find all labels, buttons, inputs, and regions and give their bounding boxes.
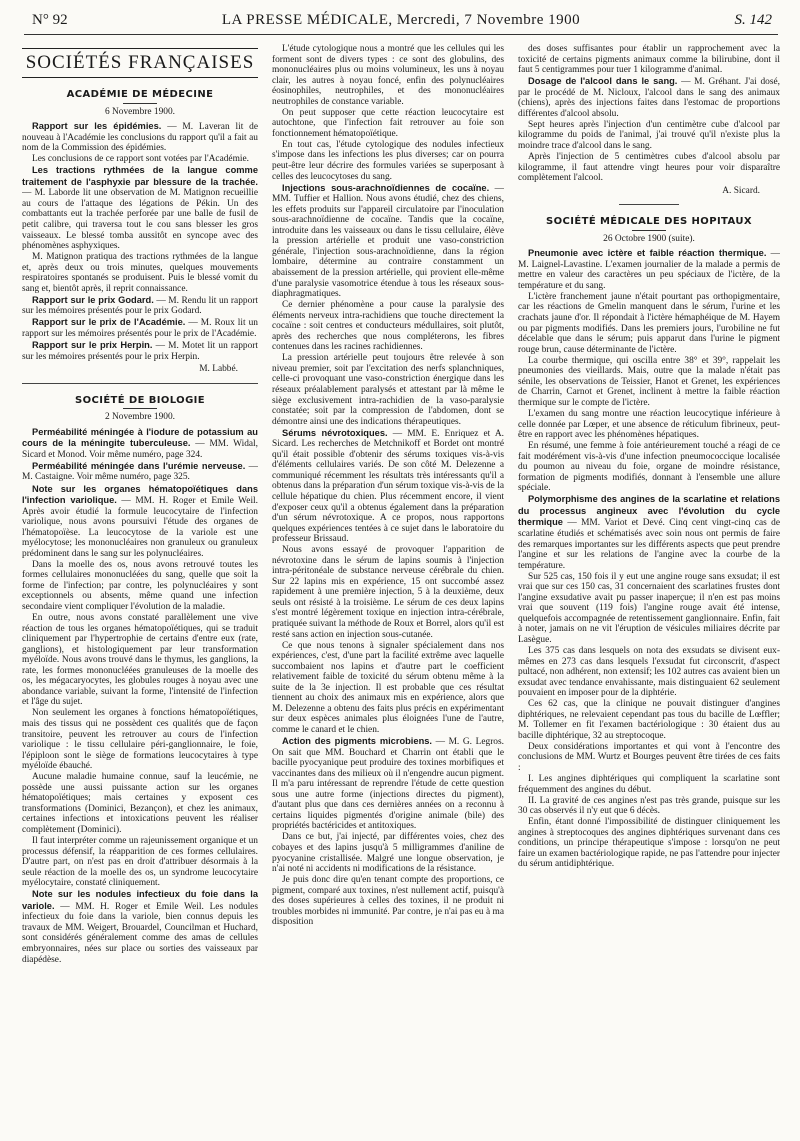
paragraph: Il faut interpréter comme un rajeunissement organique et un processus défensif, la réapparition de ces formes cellulaires. D'autre part, on n'est pas en droit d'attribuer désormais à la seule réaction de la moelle des os, un syndrome leucocytaire myélocytaire, constaté cliniquement.	[22, 836, 258, 889]
paragraph: Ce que nous tenons à signaler spécialement dans nos expériences, c'est, d'une part la facilité extrême avec laquelle succombaient nos lapins et d'autre part le coefficient relativement faible de toxicité du sérum obtenu même à la suite de la 3e injection. Il est probable que ces résultat tiennent au choix des animaux mis en expérience, alors que M. Delezenne a obtenu des faits plus précis en expérimentant sur deux espèces animales plus éloignées l'une de l'autre, comme le canard et le chien.	[272, 640, 504, 735]
column-1	[22, 44, 258, 1129]
paragraph: Deux considérations importantes et qui vont à l'encontre des conclusions de MM. Wurtz et Bourges peuvent être tirées de ces faits :	[518, 741, 780, 773]
paragraph: Action des pigments microbiens. — M. G. Legros. On sait que MM. Bouchard et Charrin ont établi que le bacille pyocyanique peut produire des toxines morbifiques et vaccinantes dans des milieux où il n'engendre aucun pigment. Il m'a paru intéressant de reprendre l'étude de cette question sous une autre forme (injections directes du pigment), d'autant plus que dans ces dernières années on a reconnu à certains liquides pigmentés d'origine animale (bile) des propriétés bactéricides et antitoxiques.	[272, 736, 504, 832]
paragraph: Pneumonie avec ictère et faible réaction thermique. — M. Laignel-Lavastine. L'examen journalier de la malade a permis de mettre en valeur des caractères un peu spéciaux de l'ictère, de la température et du sang.	[518, 248, 780, 291]
paragraph-lead: Note sur les nodules infectieux du foie dans la variole.	[22, 889, 258, 911]
paragraph-lead: Action des pigments microbiens.	[282, 736, 432, 747]
paragraph: Rapport sur le prix Herpin. — M. Motet lit un rapport sur les mémoires présentés pour le prix Herpin.	[22, 340, 258, 362]
paragraph-lead: Rapport sur le prix de l'Académie.	[32, 317, 186, 328]
paragraph-lead: Injections sous-arachnoïdiennes de cocaïne.	[282, 182, 490, 193]
paragraph: L'étude cytologique nous a montré que les cellules qui les forment sont de divers types : ce sont des globulins, des mononucléaires plus ou moins volumineux, les uns à noyau clair, les autres à noyau foncé, enfin des polynucléaires éosinophiles, neutrophiles, et des mononucléaires neutrophiles de constance variable.	[272, 44, 504, 107]
paragraph: Dosage de l'alcool dans le sang. — M. Gréhant. J'ai dosé, par le procédé de M. Nicloux, l'alcool dans le sang des animaux (chiens), après des injections faites dans l'estomac de proportions différentes d'alcool absolu.	[518, 76, 780, 119]
hospitals-date: 26 Octobre 1900 (suite).	[603, 233, 695, 244]
paragraph: On peut supposer que cette réaction leucocytaire est autochtone, que l'infection fait retrouver au foie son fonctionnement hématopoïétique.	[272, 107, 504, 139]
paragraph: La pression artérielle peut toujours être relevée à son niveau premier, soit par l'excitation des nerfs splanchniques, celle-ci provoquant une vaso-constriction énergique dans les réseaux préalablement paralysés et attestant par là même le siège exclusivement intra-rachidien de la vaso-paralysie constatée; soit par la compression de l'abdomen, dont se démontre ainsi une des indications thérapeutiques.	[272, 353, 504, 427]
biology-signature: A. Sicard.	[722, 185, 760, 196]
journal-title: LA PRESSE MÉDICALE, Mercredi, 7 Novembre 1900	[221, 12, 581, 28]
paragraph: Les conclusions de ce rapport sont votées par l'Académie.	[32, 154, 249, 165]
column-3	[518, 44, 780, 1134]
paragraph: Aucune maladie humaine connue, sauf la leucémie, ne possède une aussi puissante action sur les organes hématopoïétiques; mais certaines y exposent ces transformations (Dominici, Bezançon), et chez les animaux, certaines infections et intoxications peuvent les réaliser complètement (Dominici).	[22, 772, 258, 835]
paragraph: Note sur les organes hématopoïétiques dans l'infection variolique. — MM. H. Roger et Emile Weil. Après avoir étudié la formule leucocytaire de l'infection variolique, nous avons poursuivi l'étude des organes de l'hématopoïèse. La leucocytose de la variole est une myélocytose; les mononucléaires non granuleux ou granuleux prédominent dans le sang sur les polynucléaires.	[22, 483, 258, 559]
paragraph: La courbe thermique, qui oscilla entre 38° et 39°, rappelait les pneumonies des vieillards. Mais, outre que la malade n'était pas sénile, les observations de Teissier, Hanot et Grenet, les expériences de Charrin, Carnot et Grenet, inclinent à mettre la faible réaction thermique sur le compte de l'ictère.	[518, 355, 780, 408]
hospitals-heading: SOCIÉTÉ MÉDICALE DES HOPITAUX	[546, 216, 752, 228]
column-2	[272, 44, 504, 1134]
running-header	[24, 8, 778, 35]
heading-rule	[123, 408, 157, 409]
issue-number: N° 92	[32, 12, 68, 28]
paragraph: M. Matignon pratiqua des tractions rythmées de la langue et, après deux ou trois minutes, quelques mouvements respiratoires spontanés se produisent. Puis le blessé vomit du sang et, bientôt après, il reprit connaissance.	[22, 252, 258, 294]
paragraph: Enfin, étant donné l'impossibilité de distinguer cliniquement les angines à streptocoques des angines diphtériques survenant dans ces conditions, un principe thérapeutique s'impose : lorsqu'on ne peut faire un examen bactériologique rapide, ne pas l'attendre pour injecter du sérum antidiphtérique.	[518, 817, 780, 870]
paragraph: Injections sous-arachnoïdiennes de cocaïne. — MM. Tuffier et Hallion. Nous avons étudié, chez des chiens, les effets produits sur l'appareil circulatoire par l'inoculation sous-arachnoïdienne de cocaïne. Tandis que la cocaïne, introduite dans les vaisseaux ou dans le tissu cellulaire, élève la pression artérielle et produit une vaso-constriction générale, l'injection sous-arachnoïdienne, dans la région lombaire, détermine au contraire constamment un abaissement de la pression artérielle, qui provient elle-même d'une paralysie vasomotrice étendue à tous les réseaux sous-diaphragmatiques.	[272, 182, 504, 300]
paragraph: Rapport sur les épidémies. — M. Laveran lit de nouveau à l'Académie les conclusions du rapport qu'il a fait au nom de la Commission des épidémies.	[22, 121, 258, 154]
paragraph: Dans la moelle des os, nous avons retrouvé toutes les formes cellulaires mononucléées du sang, quelle que soit la forme de l'infection; par contre, les polynucléaires y sont exceptionnels ou absents, même quand une infection secondaire vient compliquer l'évolution de la maladie.	[22, 559, 258, 613]
paragraph: Sur 525 cas, 150 fois il y eut une angine rouge sans exsudat; il est vrai que sur ces 150 cas, 31 concernaient des scarlatines frustes dont l'angine exsudative avait pu passer inaperçue; il n'en est pas moins vrai que souvent (119 fois) l'angine rouge avait été intense, quelquefois accompagnée de retentissement ganglionnaire. Enfin, fait à noter, jamais on ne vit l'éruption de vésicules miliaires décrite par Lasègue.	[518, 571, 780, 645]
paragraph: En outre, nous avons constaté parallèlement une vive réaction de tous les organes hématopoïétiques, qui se traduit cliniquement par l'hypertrophie de certains d'entre eux (rate, ganglions), et histologiquement par leur transformation myéloïde. Nous avons trouvé dans le thymus, les ganglions, la rate, les formes mononucléées granuleuses de la moelle des os, les mégacaryocytes, les globules rouges à noyau avec une abondance variable, suivant la forme, l'intensité de l'infection et l'âge du sujet.	[22, 613, 258, 708]
biology-heading: SOCIÉTÉ DE BIOLOGIE	[74, 394, 206, 406]
heading-rule	[123, 103, 157, 104]
paragraph: Perméabilité méningée dans l'urémie nerveuse. — M. Castaigne. Voir même numéro, page 325.	[22, 460, 258, 483]
paragraph: Ces 62 cas, que la clinique ne pouvait distinguer d'angines diphtériques, ne relevaient cependant pas tous du bacille de Lœffler; M. Tollemer en fit l'examen bactériologique : 30 étaient dus au bacille diphtérique, 32 au streptocoque.	[518, 699, 780, 741]
academy-signature: M. Labbé.	[199, 364, 238, 375]
paragraph: L'ictère franchement jaune n'était pourtant pas orthopigmentaire, car les réactions de Gmelin manquent dans le sérum, l'urine et les crachats jaune d'or. Il répondait à l'ictère hémaphéique de M. Hayem ou par pigments modifiés. Dans les premiers jours, l'urobiline ne fut décelable que dans le sérum; puis apparut dans l'urine le pigment rouge brun, cause déterminante de l'ictère.	[518, 291, 780, 355]
paragraph: II. La gravité de ces angines n'est pas très grande, puisque sur les 30 cas observés il n'y eut que 6 décès.	[518, 795, 780, 817]
paragraph-lead: Dosage de l'alcool dans le sang.	[528, 76, 678, 87]
paragraph: I. Les angines diphtériques qui compliquent la scarlatine sont fréquemment des angines du début.	[518, 774, 780, 795]
paragraph-lead: Les tractions rythmées de la langue comme traitement de l'asphyxie par blessure de la trachée.	[22, 165, 258, 187]
academy-date: 6 Novembre 1900.	[104, 106, 176, 117]
paragraph: Les 375 cas dans lesquels on nota des exsudats se divisent eux-mêmes en 273 cas dans lesquels l'exsudat fut circonscrit, d'aspect pultacé, non adhérent, non extensif; les 102 autres cas avaient bien un exsudat avec tendance envahissante, mais distinguaient 62 seulement pouvaient en imposer pour de la diphtérie.	[518, 645, 780, 699]
paragraph-lead: Rapport sur le prix Herpin.	[32, 340, 153, 351]
paragraph-lead: Rapport sur les épidémies.	[32, 121, 162, 132]
paragraph: des doses suffisantes pour établir un rapprochement avec la toxicité de certains pigments animaux comme la bilirubine, dont il faut 5 centigrammes pour tuer 1 kilogramme d'animal.	[518, 44, 780, 76]
paragraph: Perméabilité méningée à l'iodure de potassium au cours de la méningite tuberculeuse. — MM. Widal, Sicard et Monod. Voir même numéro, page 324.	[22, 426, 258, 460]
paragraph: L'examen du sang montre une réaction leucocytique inférieure à celle donnée par Lœper, et une absence de réticulum fibrineux, peut-être en rapport avec les phénomènes hépatiques.	[518, 408, 780, 441]
paragraph: Sept heures après l'injection d'un centimètre cube d'alcool par kilogramme du poids de l'animal, j'ai trouvé qu'il n'existe plus la moindre trace d'alcool dans le sang.	[518, 119, 780, 151]
paragraph: Ce dernier phénomène a pour cause la paralysie des éléments nerveux intra-rachidiens que touche directement la cocaïne : soit centres et conducteurs médullaires, soit plutôt, après des recherches que nous compléterons, les fibres contenues dans les racines rachidiennes.	[272, 300, 504, 353]
paragraph: Polymorphisme des angines de la scarlatine et relations du processus angineux avec l'évolution du cycle thermique — MM. Variot et Devé. Cinq cent vingt-cinq cas de scarlatine étudiés et schématisés avec soin nous ont permis de faire des remarques importantes sur les différents aspects que peut prendre l'angine et sur les relations de l'angine avec la courbe de la température.	[518, 494, 780, 571]
biology-date: 2 Novembre 1900.	[104, 412, 176, 423]
paragraph: Nous avons essayé de provoquer l'apparition de névrotoxine dans le sérum de lapins soumis à l'injection intra-péritonéale de substance nerveuse cérébrale du chien. Sur 22 lapins mis en expérience, 15 ont succombé assez rapidement à une première injection, 5 à la deuxième, deux seuls ont résisté à la troisième. Le sérum de ces deux lapins s'est montré légèrement toxique en injection intra-cérébrale, pratiquée suivant la méthode de Roux et Borrel, alors qu'il est resté sans action en injection sous-cutanée.	[272, 545, 504, 640]
paragraph-lead: Rapport sur le prix Godard.	[32, 294, 154, 305]
paragraph: Rapport sur le prix Godard. — M. Rendu lit un rapport sur les mémoires présentés pour le prix Godard.	[22, 294, 258, 317]
academy-heading: ACADÉMIE DE MÉDECINE	[66, 89, 214, 100]
paragraph: Note sur les nodules infectieux du foie dans la variole. — MM. H. Roger et Emile Weil. Les nodules infectieux du foie dans la variole, bien connus depuis les travaux de MM. Weigert, Brouardel, Councilman et Huchard, sont considérés généralement comme des amas de cellules embryonnaires, nées sur place ou sorties des vaisseaux par diapédèse.	[22, 889, 258, 965]
paragraph-lead: Perméabilité méningée dans l'urémie nerveuse.	[32, 460, 246, 471]
paragraph: Je puis donc dire qu'en tenant compte des proportions, ce pigment, comparé aux toxines, n'est nullement actif, puisqu'à des doses supérieures à celles des toxines, il ne produit ni troubles morbides ni immunité. Par contre, je n'ai pas eu à ma disposition	[272, 875, 504, 928]
paragraph-lead: Polymorphisme des angines de la scarlatine et relations du processus angineux avec l'évolution du cycle thermique	[518, 494, 780, 528]
paragraph: En tout cas, l'étude cytologique des nodules infectieux s'impose dans les infections les plus diverses; car on pourra peut-être leur décrire des formules variées se superposant à celles des leucocytoses du sang.	[272, 139, 504, 182]
paragraph-lead: Sérums névrotoxiques.	[282, 427, 388, 438]
paragraph-lead: Note sur les organes hématopoïétiques dans l'infection variolique.	[22, 483, 258, 506]
section-title: SOCIÉTÉS FRANÇAISES	[22, 48, 258, 78]
divider	[619, 204, 679, 205]
paragraph: Dans ce but, j'ai injecté, par différentes voies, chez des cobayes et des lapins jusqu'à 5 milligrammes d'aniline de pyocyanine cristallisée. Malgré une longue observation, je n'ai noté ni accidents ni modifications de la résistance.	[272, 832, 504, 875]
paragraph: Non seulement les organes à fonctions hématopoïétiques, mais des tissus qui ne possèdent ces qualités que de façon transitoire, peuvent les retrouver au cours de l'infection variolique : le tissu cellulaire péri-ganglionnaire, le foie, l'épiploon sont le siège de formations leucocytaires à type myéloïde ébauché.	[22, 708, 258, 772]
paragraph: Après l'injection de 5 centimètres cubes d'alcool absolu par kilogramme, il faut attendre vingt heures pour voir disparaître complètement l'alcool.	[518, 151, 780, 184]
heading-rule	[632, 230, 666, 231]
paragraph: Les tractions rythmées de la langue comme traitement de l'asphyxie par blessure de la trachée. — M. Laborde lit une observation de M. Matignon recueillie au cours de l'attaque des légations de Pékin. Un des combattants eut la trachée perforée par une balle de fusil de petit calibre, qui traversa tout le cou sans blesser les gros vaisseaux. Le blessé tomba aussitôt en syncope avec des phénomènes asphyxiques.	[22, 165, 258, 252]
page-number: S. 142	[734, 12, 772, 28]
paragraph: En résumé, une femme à foie antérieurement touché a réagi de ce fait modérément vis-à-vis d'une infection pneumococcique localisée du poumon au niveau du foie, organe de moindre résistance, formation de pigments modifiés, donnant à l'ensemble une allure spéciale.	[518, 441, 780, 494]
paragraph: Sérums névrotoxiques. — MM. E. Enriquez et A. Sicard. Les recherches de Metchnikoff et Bordet ont montré qu'il était possible d'obtenir des sérums toxiques vis-à-vis d'éléments cellulaires variés. De son côté M. Delezenne a communiqué récemment les résultats très intéressants qu'il a obtenus dans la préparation d'un sérum toxique vis-à-vis de la cellule hépatique du chien. Plus récemment encore, il vient d'exposer ceux qu'il a obtenus également dans la préparation d'un sérum névrotoxique. A ce propos, nous rapportons quelques expériences tentées à ce sujet dans le laboratoire du professeur Brissaud.	[272, 427, 504, 545]
paragraph: Rapport sur le prix de l'Académie. — M. Roux lit un rapport sur les mémoires présentés pour le prix de l'Académie.	[22, 317, 258, 339]
paragraph-lead: Perméabilité méningée à l'iodure de potassium au cours de la méningite tuberculeuse.	[22, 426, 258, 449]
divider	[22, 383, 258, 384]
paragraph-lead: Pneumonie avec ictère et faible réaction thermique.	[528, 248, 767, 259]
